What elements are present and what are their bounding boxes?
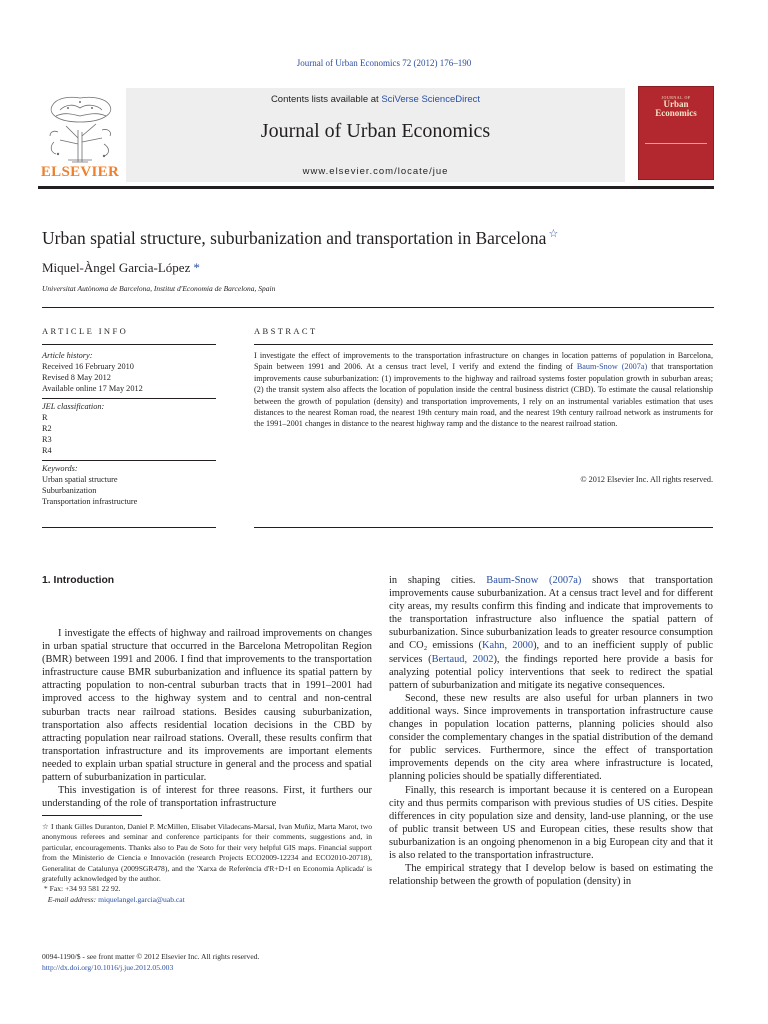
cover-band [645,143,707,173]
sciencedirect-link[interactable]: SciVerse ScienceDirect [381,94,481,105]
footnote-text: I thank Gilles Duranton, Daniel P. McMillen, Elisabet Viladecans-Marsal, Ivan Muñiz, Marta Marot, two anonymous referees and seminar and conference participants for their comments, suggestions and, in particular, encouragements. Thanks also to Pau de Soto for their very helpful GIS maps. Financial support from the Ministerio de Ciencia e Innovación (research Projects ECO2009-12234 and ECO2010-20718), Generalitat de Catalunya (2009SGR478), and the 'Xarxa de Referència d'R+D+I en Economia Aplicada' is gratefully acknowledged by the author. [42,822,372,884]
header-rule [38,186,714,189]
keywords-label: Keywords: [42,464,78,473]
body-paragraph: This investigation is of interest for three reasons. First, it furthers our understanding of the role of transportation infrastructure [42,785,372,810]
publisher-name: ELSEVIER [40,164,120,180]
jel-code: R4 [42,446,52,455]
body-paragraph: I investigate the effects of highway and railroad improvements on changes in urban spatial structure that occurred in the Barcelona Metropolitan Region (BMR) between 1991 and 2006. I find that improvements to the transportation infrastructure cause BMR suburbanization and influence its spatial pattern by attracting population to non-central suburban tracts that in 1991–2001 had improved access to the highway system and to central and non-central suburban tracts near railroad stations. Besides causing suburbanization, transportation also affects residential location decisions in the CBD by attracting population near railroad stations. Overall, these results confirm that transportation infrastructure and its improvements are important elements needed to explain urban spatial structure in general and the process and spatial pattern of suburbanization in particular. [42,628,372,784]
author-footnote-mark[interactable]: * [193,260,200,275]
body-paragraph: Finally, this research is important because it is centered on a European city and thus permits comparison with previous studies of US cities. Despite differences in city population size and density, land-use planning, or the use of public transit between US and European cities, these results show that suburbanization is an ongoing phenomenon in a big European city and that it is also related to the transportation infrastructure. [389,784,713,861]
tree-icon [38,92,122,164]
jel-code: R2 [42,424,52,433]
doi-link[interactable]: http://dx.doi.org/10.1016/j.jue.2012.05.003 [42,962,174,972]
body-paragraph [389,574,713,692]
footnotes [42,822,372,905]
journal-citation[interactable]: Journal of Urban Economics 72 (2012) 176–190 [296,58,472,68]
author-line [42,260,200,276]
text-run: ), the findings reported here provide a basis for analyzing potential policy interventions that seek to redirect the spatial pattern of suburbanization and mitigate its negative consequences. [389,653,714,691]
abstract-heading: ABSTRACT [254,326,318,336]
abstract-part: that transportation improvements cause suburbanization: (1) improvements to the highway and railroad systems foster population growth in suburban areas; (2) the transit system also affects the location of population inside the central business district (CBD). To estimate the causal relationship between the growth of population (density) and transportation improvements, I rely on an instrumental variables estimation that uses distances to the nearest Roman road, the nearest 19th century main road, and the nearest 19th century railroad network as instruments for the 1991–2001 changes in distance to the nearest highway ramp and the distance to the nearest railroad station. [254,362,714,429]
body-column-right [389,574,713,888]
abstract-text [254,350,713,430]
email-label: E-mail address: [47,894,97,904]
footnote-text: Fax: +34 93 581 22 92. [49,884,121,894]
footnote-rule [42,815,142,816]
text-run: ), and to an inefficient supply of public services ( [389,640,713,665]
citation-link[interactable]: Baum-Snow (2007a) [576,362,648,372]
contents-prefix: Contents lists available at [270,94,382,105]
citation-link[interactable]: Bertaud, 2002 [431,653,494,665]
received-date: Received 16 February 2010 [42,362,134,371]
journal-homepage-link[interactable]: www.elsevier.com/locate/jue [302,166,449,177]
issn-line: 0094-1190/$ - see front matter © 2012 Elsevier Inc. All rights reserved. [42,952,260,961]
journal-cover-thumbnail [638,86,714,180]
paper-title-text: Urban spatial structure, suburbanization and transportation in Barcelona [42,227,547,248]
info-divider [42,460,216,461]
keyword: Urban spatial structure [42,475,118,484]
acknowledgement-footnote [42,822,372,884]
section-heading: 1. Introduction [42,575,115,586]
article-info-heading: ARTICLE INFO [42,326,129,336]
keyword: Suburbanization [42,486,97,495]
fax-footnote [42,884,372,894]
contents-line [126,94,625,105]
author-name: Miquel-Àngel Garcia-López [42,260,191,275]
revised-date: Revised 8 May 2012 [42,373,111,382]
keyword: Transportation infrastructure [42,497,138,506]
citation-link[interactable]: Baum-Snow (2007a) [486,575,582,586]
journal-title: Journal of Urban Economics [260,120,491,142]
article-info-rule [42,344,216,345]
article-info-bottom-rule [42,527,216,528]
body-paragraph: Second, these new results are also useful for urban planners in two additional ways. Since improvements in transportation infrastructure cause changes in population location patterns, planning policies should also consider the complementary changes in the spatial distribution of the demand for public services. Furthermore, since the effect of transportation improvements depends on the city area where infrastructure is located, planning policies should be spatially differentiated. [389,692,713,783]
title-footnote-mark[interactable]: ☆ [548,228,559,240]
text-run: in shaping cities. [389,575,487,586]
body-column-left [42,627,372,810]
email-link[interactable]: miquelangel.garcia@uab.cat [98,894,185,904]
abstract-copyright: © 2012 Elsevier Inc. All rights reserved. [580,475,713,484]
citation-link[interactable]: Kahn, 2000 [482,640,534,652]
affiliation: Universitat Autònoma de Barcelona, Institut d'Economia de Barcelona, Spain [42,284,276,293]
front-matter-notice [42,952,372,973]
history-label: Article history: [42,351,93,360]
jel-code: R3 [42,435,52,444]
info-divider [42,398,216,399]
jel-label: JEL classification: [42,402,105,411]
body-paragraph: The empirical strategy that I develop below is based on estimating the relationship between the growth of population (density) in [389,863,713,888]
online-date: Available online 17 May 2012 [42,384,143,393]
abstract-part: I investigate the effect of improvements to the transportation infrastructure on changes in location patterns of population in Barcelona, Spain between 1991 and 2006. At a census tract level, I verify and extend the finding of [254,351,713,372]
cover-title-line1: Urban [663,99,689,109]
footnote-mark: * [43,884,48,894]
footnote-mark: ☆ [42,822,49,831]
email-footnote [42,895,372,905]
abstract-bottom-rule [254,527,713,528]
abstract-rule [254,344,713,345]
cover-title-line2: Economics [655,108,697,118]
jel-code: R [42,413,48,422]
paper-title [42,227,722,249]
article-info [42,350,216,507]
journal-masthead [126,88,625,182]
text-run: shows that transportation improvements cause suburbanization. At a census tract level and for different city areas, my results confirm this finding and indicate that improvements to the transportation infrastructure also influence the spatial pattern of suburbanization. Since suburbanization leads to greater resource consumption and CO₂ emissions ( [389,575,713,652]
title-rule [42,307,714,308]
cover-small-text: JOURNAL OF [661,95,691,100]
